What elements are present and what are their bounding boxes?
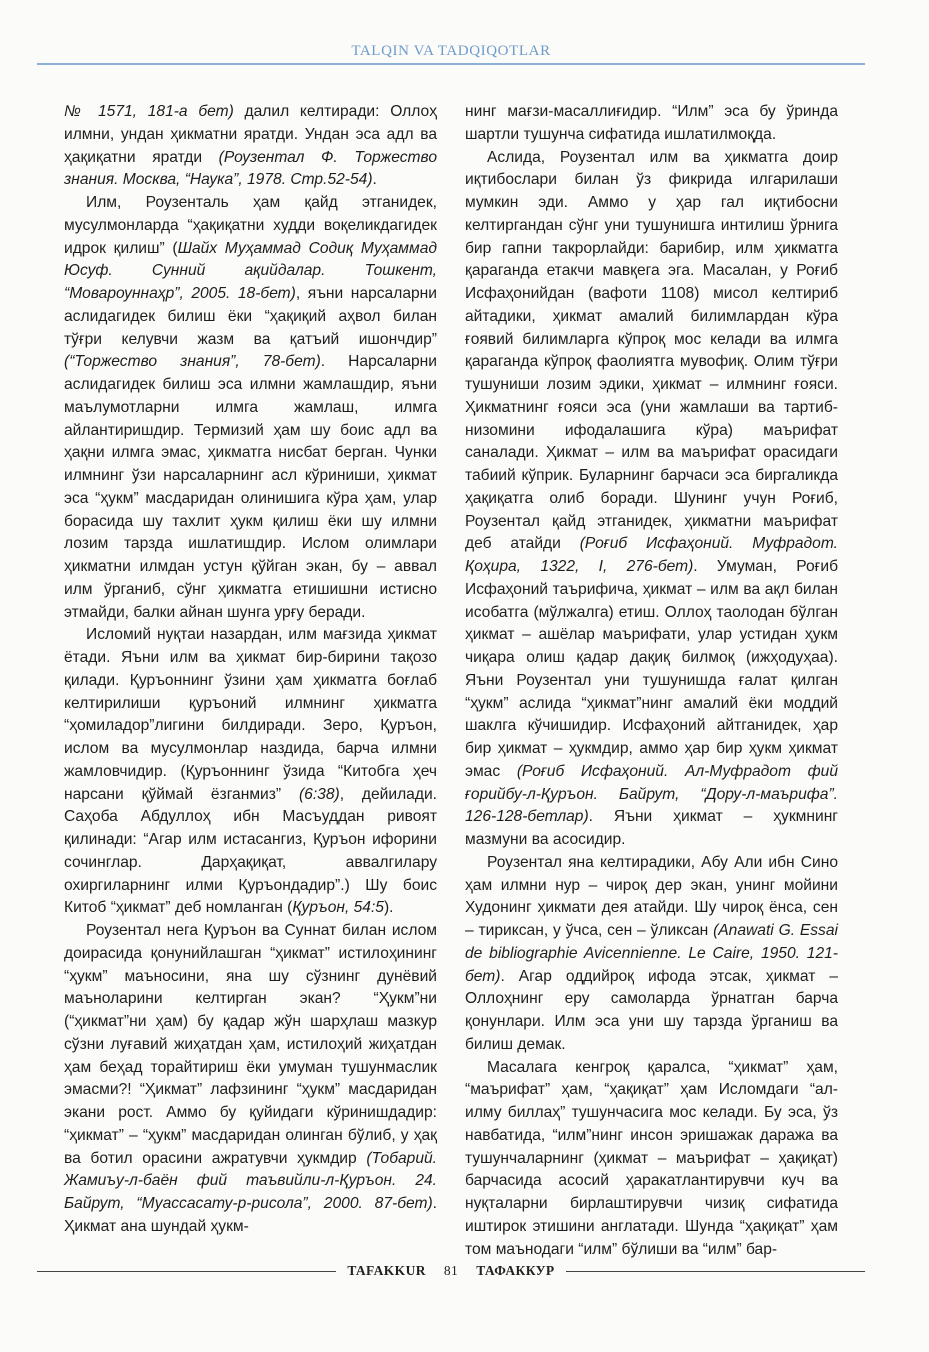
paragraph <box>465 1057 838 1262</box>
body-text: ). <box>383 899 394 917</box>
body-text: , яъни нарсаларни аслидагидек билиш ёки “ҳақиқий аҳвол билан тўғри келувчи жазм ва қатъий ишончдир” <box>64 285 437 348</box>
body-text: . Умуман, Роғиб Исфаҳоний таърифича, ҳикмат – илм ва ақл билан исобатга (мўлжалга) етиш. Оллоҳ таолодан бўлган ҳикмат – ашёлар маърифати, улар устидан ҳукм чиқара олиш қадар дақиқ билмоқ (ижҳодуҳаа). Яъни Роузентал уни тушунишда ғалат қилган “ҳукм” аслида “ҳикмат”нинг амалий ёки моддий шаклга кўчишидир. Исфаҳоний айтганидек, ҳар бир ҳикмат – ҳукмдир, аммо ҳар бир ҳукм ҳикмат эмас <box>465 558 838 780</box>
citation: (Роғиб Исфаҳоний. Муфрадот. Қоҳира, 1322, I, 276-бет) <box>465 535 838 575</box>
citation: (Тобарий. Жамиъу-л-баён фий таъвийли-л-Қуръон. 24. Байрут, “Муассасату-р-рисола”, 2000. 87-бет) <box>64 1149 437 1212</box>
body-text: Роузентал нега Қуръон ва Суннат билан ислом доирасида қонунийлашган “ҳикмат” истилоҳининг “ҳукм” маъносини, яна шу сўзнинг дунёвий маъноларини келтирган экан? “Ҳукм”ни (“ҳикмат”ни ҳам) бу қадар жўн шарҳлаш мазкур сўзни луғавий жиҳатдан ҳам, истилоҳий жиҳатдан ҳам беҳад торайтириш ёки умуман тушунмаслик эмасми?! “Ҳикмат” лафзининг “ҳукм” масдаридан экани рост. Аммо бу қуйидаги кўринишдадир: “ҳикмат” – “ҳукм” масдаридан олинган бўлиб, у ҳақ ва ботил орасини ажратувчи ҳукмдир <box>64 922 437 1167</box>
body-text: Аслида, Роузентал илм ва ҳикматга доир иқтибослари билан ўз фикрида илгарилаши мумкин эди. Аммо у ҳар гал иқтибосни келтиргандан сўнг уни тушунишга интилиш ўрнига бир гапни такрорлайди: барибир, илм ҳикматга қараганда етакчи мавқега эга. Масалан, у Роғиб Исфаҳонийдан (вафоти 1108) мисол келтириб айтадики, ҳикмат амалий билимлардан кўра ғоявий билимларга кўпроқ мос келади ва илмга қараганда кўпроқ фаолиятга мувофиқ. Олим тўғри тушуниши лозим эдики, ҳикмат – илмнинг ғояси. Ҳикматнинг ғояси эса (уни жамлаши ва тартиб-низомини ифодалашига кўра) маърифат саналади. Ҳикмат – илм ва маърифат орасидаги табиий кўприк. Буларнинг барчаси эса биргаликда ҳақиқатга олиб боради. Шунинг учун Роғиб, Роузентал қайд этганидек, ҳикматни маърифат деб атайди <box>465 148 838 553</box>
footer-journal-cyrillic: ТАФАККУР <box>476 1263 555 1278</box>
body-text: . Яъни ҳикмат – ҳукмнинг мазмуни ва асосидир. <box>465 808 838 848</box>
body-text: Исломий нуқтаи назардан, илм мағзида ҳикмат ётади. Яъни илм ва ҳикмат бир-бирини тақозо қилади. Қуръоннинг ўзини ҳам ҳикматга боғлаб келтирилиши қуръоний илмнинг ҳикматга “ҳомиладор”лигини билдиради. Зеро, Қуръон, ислом ва мусулмонлар наздида, барча илмни жамловчидир. (Қуръоннинг ўзида “Китобга ҳеч нарсани қўймай ёзганмиз” <box>64 626 437 803</box>
header-rule <box>37 63 865 65</box>
paragraph <box>64 920 437 1239</box>
footer-text <box>336 1263 565 1279</box>
right-column <box>465 101 838 1261</box>
body-text: . Агар оддийроқ ифода этсак, ҳикмат – Оллоҳнинг еру самоларда ўрнатган барча қонунлари. Илм эса уни шу тарзда ўрганиш ва билиш демак. <box>465 967 838 1053</box>
body-text: нинг мағзи-масаллиғидир. “Илм” эса бу ўринда шартли тушунча сифатида ишлатилмоқда. <box>465 103 838 143</box>
paragraph <box>64 101 437 192</box>
left-column <box>64 101 437 1239</box>
citation: (“Торжество знания”, 78-бет) <box>64 353 321 371</box>
body-text: . Нарсаларни аслидагидек билиш эса илмни жамлашдир, яъни маълумотларни илмга жамлаш, илмга айлантиришдир. Термизий ҳам шу боис адл ва ҳақни илмга эмас, ҳикматга нисбат берган. Чунки илмнинг ўзи нарсаларнинг асл кўриниши, ҳикмат эса “ҳукм” масдаридан олинишига кўра ҳам, улар борасида шу тахлит ҳукм қилиш ёки шу илмни лозим тарзда ишлатишдир. Ислом олимлари ҳикматни илмдан устун қўйган экан, бу – аввал илм ўрганиб, сўнг ҳикматга етишишни истисно этмайди, балки айнан шунга урғу беради. <box>64 353 437 621</box>
running-header <box>37 38 865 68</box>
citation: № 1571, 181-а бет) <box>64 103 234 120</box>
footer-journal-latin: TAFAKKUR <box>347 1263 426 1278</box>
citation: Қуръон, 54:5 <box>292 899 384 917</box>
body-text: , дейилади. Саҳоба Абдуллоҳ ибн Масъуддан ривоят қилинади: “Агар илм истасангиз, Қуръон ифорини сочинглар. Дарҳақиқат, аввалгилару охиргиларнинг илми Қуръондадир”.) Шу боис Китоб “ҳикмат” деб номланган ( <box>64 785 437 917</box>
body-text: Масалага кенгроқ қаралса, “ҳикмат” ҳам, “маърифат” ҳам, “ҳақиқат” ҳам Исломдаги “ал-илму биллаҳ” тушунчасига мос келади. Бу эса, ўз навбатида, “илм”нинг инсон эришажак даража ва тушунчаларнинг (ҳикмат – маърифат – ҳақиқат) барчасида асосий ҳаракатлантирувчи куч ва нуқталарни бирлаштирувчи чизиқ сифатида иштирок этишини англатади. Шунда “ҳақиқат” ҳам том маънодаги “илм” бўлиши ва “илм” бар- <box>465 1058 838 1258</box>
paragraph <box>64 624 437 920</box>
citation: (Роғиб Исфаҳоний. Ал-Муфрадот фий ғорийбу-л-Қуръон. Байрут, “Дору-л-маърифа”. 126-128-бетлар) <box>465 762 838 826</box>
body-text: . <box>372 171 377 189</box>
citation: (Anawati G. Essai de bibliographie Avicennienne. Le Caire, 1950. 121-бет) <box>465 922 838 985</box>
paragraph <box>64 192 437 624</box>
body-text: Илм, Роузенталь ҳам қайд этганидек, мусулмонларда “ҳақиқатни худди воқеликдагидек идрок қилиш” ( <box>64 194 437 257</box>
paragraph <box>465 147 838 852</box>
footer-rule-right <box>566 1271 865 1272</box>
header-title: TALQIN VA TADQIQOTLAR <box>351 43 551 59</box>
paragraph <box>465 101 838 147</box>
body-text: далил келтиради: Оллоҳ илмни, ундан ҳикматни яратди. Ундан эса адл ва ҳақиқатни яратди <box>64 103 437 166</box>
paragraph <box>465 852 838 1057</box>
body-text: Роузентал яна келтирадики, Абу Али ибн Сино ҳам илмни нур – чироқ дер экан, унинг мойини Худонинг ҳикмати дея атайди. Шу чироқ ёнса, сен – тириксан, у ўчса, сен – ўликсан <box>465 853 838 939</box>
citation: (6:38) <box>298 785 340 803</box>
citation: Шайх Муҳаммад Содиқ Муҳаммад Юсуф. Сунний ақийдалар. Тошкент, “Мовароуннаҳр”, 2005. 18-бет) <box>64 239 437 302</box>
citation: (Роузентал Ф. Торжество знания. Москва, “Наука”, 1978. Стр.52-54) <box>64 148 437 189</box>
page-number: 81 <box>443 1263 459 1278</box>
running-footer <box>37 1260 865 1282</box>
body-text: . Ҳикмат ана шундай ҳукм- <box>64 1195 437 1235</box>
footer-rule-left <box>37 1271 336 1272</box>
